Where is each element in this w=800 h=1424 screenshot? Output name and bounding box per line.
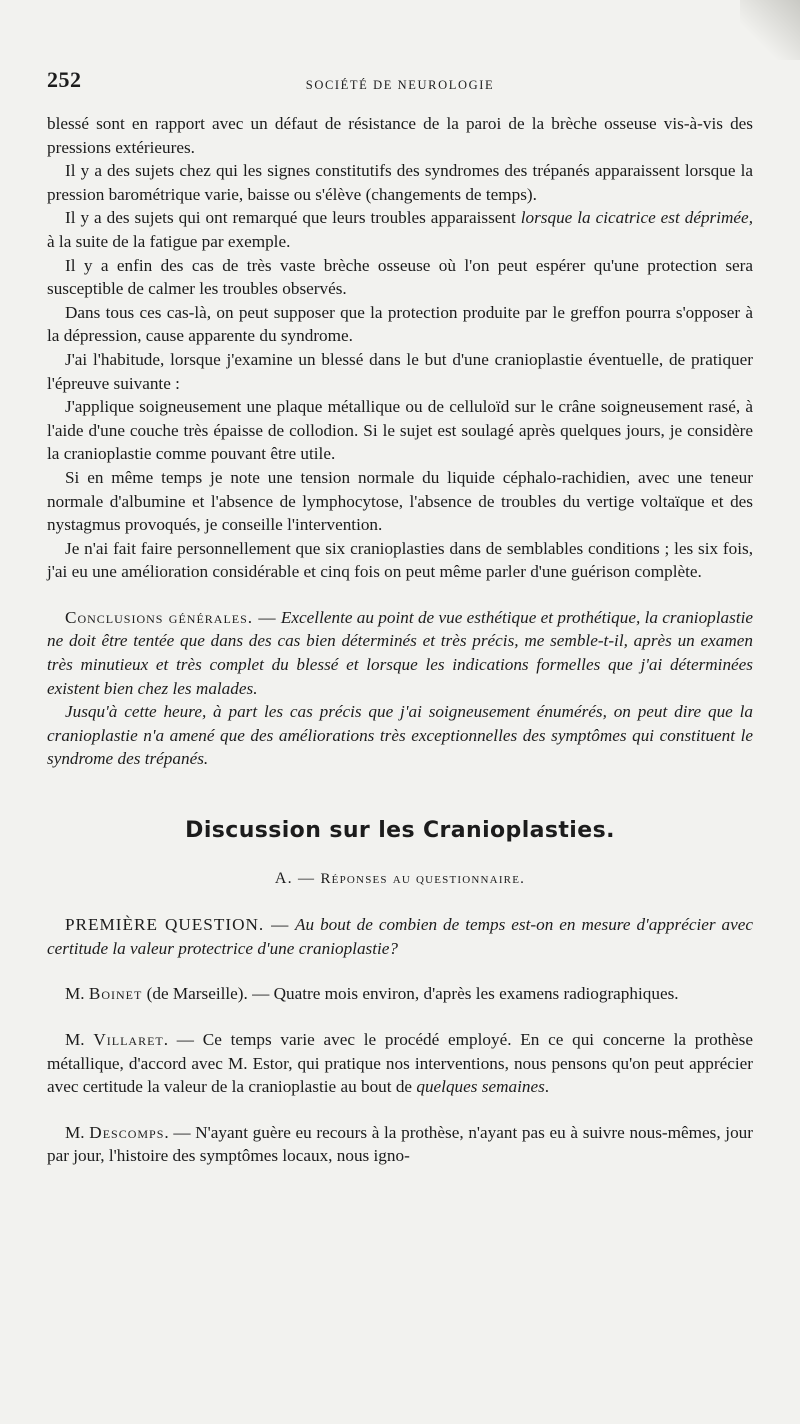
response-prefix: M. — [65, 984, 89, 1004]
response-text: . — N'ayant guère eu recours à la prothèse, n'ayant pas eu à suivre nous-mêmes, jour par jour, l'histoire des symptômes locaux, nous igno- — [47, 1122, 753, 1166]
paragraph: Je n'ai fait faire personnellement que six cranioplasties dans de semblables conditions ; les six fois, j'ai eu une amélioration considérable et cinq fois on peut même parler d'une guérison complète. — [47, 538, 753, 582]
response-prefix: M. — [65, 1122, 90, 1142]
response-prefix: M. — [65, 1030, 94, 1049]
conclusions-section — [47, 606, 753, 771]
spacer — [47, 960, 753, 982]
paragraph: blessé sont en rapport avec un défaut de résistance de la paroi de la brèche osseuse vis-à-vis des pressions extérieures. — [47, 114, 753, 157]
subheading-text: Réponses au questionnaire. — [320, 870, 526, 887]
spacer — [47, 1099, 753, 1121]
question-text: Au bout de combien de temps est-on en mesure d'apprécier avec certitude la valeur protectrice d'une cranioplastie? — [47, 915, 753, 958]
paragraph: J'ai l'habitude, lorsque j'examine un blessé dans le but d'une cranioplastie éventuelle, de pratiquer l'épreuve suivante : — [47, 349, 753, 393]
spacer — [47, 1006, 753, 1028]
paragraph: Il y a enfin des cas de très vaste brèche osseuse où l'on peut espérer qu'une protection sera susceptible de calmer les troubles observés. — [47, 255, 753, 299]
response-paragraph — [47, 1028, 753, 1099]
paragraph — [47, 206, 753, 253]
response-text: . — Ce temps varie avec le procédé employé. En ce qui concerne la prothèse métallique, d'accord avec M. Estor, qui pratique nos interventions, nous pensons qu'on peut apprécier avec certitude la valeur de la cranioplastie au bout de — [47, 1030, 753, 1097]
speaker-name: Descomps — [89, 1122, 165, 1142]
response-text-end: . — [544, 1077, 550, 1097]
conclusions-paragraph — [47, 606, 753, 700]
paragraph-emphasis: lorsque la cicatrice est déprimée, — [520, 208, 753, 228]
conclusions-paragraph: Jusqu'à cette heure, à part les cas précis que j'ai soigneusement énumérés, on peut dire que la cranioplastie n'a amené que des améliorations très exceptionnelles des symptômes qui constituent le syndrome des trépanés. — [47, 702, 753, 769]
response-text: (de Marseille). — Quatre mois environ, d'après les examens radiographiques. — [142, 984, 679, 1004]
paragraph: Si en même temps je note une tension normale du liquide céphalo-rachidien, avec une teneur normale d'albumine et l'absence de lymphocytose, l'absence de troubles du vertige voltaïque et des nystagmus provoqués, je conseille l'intervention. — [47, 467, 753, 535]
paragraph: Il y a des sujets chez qui les signes constitutifs des syndromes des trépanés apparaissent lorsque la pression barométrique varie, baisse ou s'élève (changements de temps). — [47, 161, 753, 204]
speaker-name: Boinet — [88, 984, 143, 1004]
conclusions-heading: Conclusions générales. — — [65, 607, 277, 627]
discussion-title: Discussion sur les Cranioplasties. — [185, 818, 615, 844]
paragraph: J'applique soigneusement une plaque métallique ou de celluloïd sur le crâne soigneusement rasé, à l'aide d'une couche très épaisse de collodion. Si le sujet est soulagé après quelques jours, je considère la cranioplastie comme pouvant être utile. — [47, 397, 753, 464]
section-subheading — [47, 867, 753, 892]
document-page — [47, 68, 753, 1168]
question-label: PREMIÈRE QUESTION. — — [65, 915, 290, 935]
subheading-letter: A. — — [274, 869, 316, 887]
response-emphasis: quelques semaines — [416, 1077, 545, 1097]
running-title: SOCIÉTÉ DE NEUROLOGIE — [305, 78, 495, 92]
paragraph-text: Il y a des sujets qui ont remarqué que leurs troubles apparaissent — [65, 208, 521, 228]
response-paragraph — [47, 982, 753, 1006]
page-number: 252 — [47, 67, 82, 92]
paragraph: Dans tous ces cas-là, on peut supposer que la protection produite par le greffon pourra s'opposer à la dépression, cause apparente du syndrome. — [47, 302, 753, 346]
scan-corner-shadow — [740, 0, 800, 60]
question-paragraph — [47, 913, 753, 960]
page-header — [47, 68, 753, 102]
response-paragraph — [47, 1121, 753, 1168]
paragraph-text: à la suite de la fatigue par exemple. — [47, 231, 291, 251]
speaker-name: Villaret — [93, 1030, 164, 1049]
conclusions-text: Excellente au point de vue esthétique et prothétique, la cranioplastie ne doit être tentée que dans des cas bien déterminés et très précis, me semble-t-il, après un examen très minutieux et très complet du blessé et lorsque les indications formelles que j'ai déterminées existent bien chez les malades. — [47, 607, 753, 698]
